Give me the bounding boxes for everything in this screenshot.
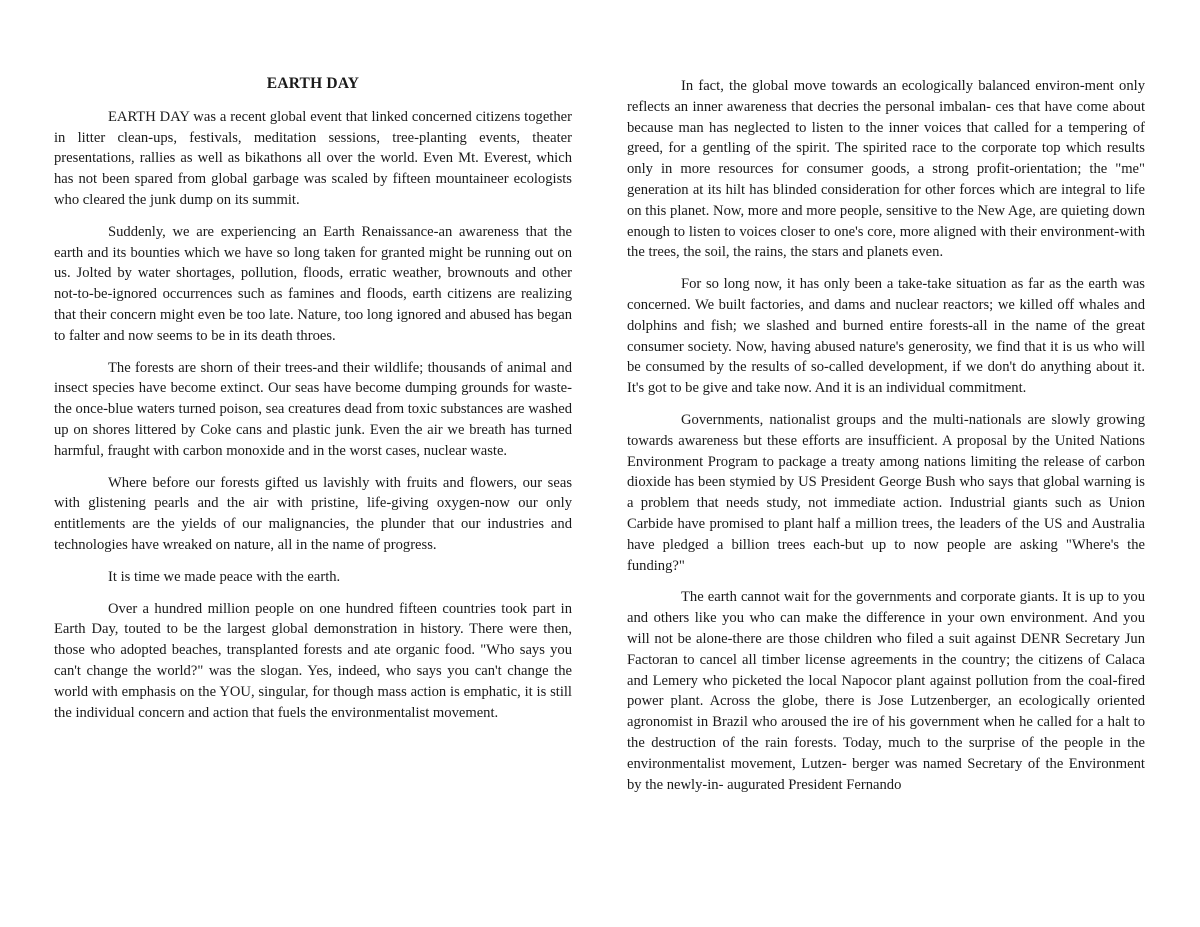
left-column xyxy=(54,74,572,723)
paragraph: The forests are shorn of their trees-and their wildlife; thousands of animal and insect species have become extinct. Our seas have become dumping grounds for waste-the once-blue waters turned poison, sea creatures dead from toxic substances are washed up on shores littered by Coke cans and plastic junk. Even the air we breath has turned harmful, fraught with carbon monoxide and in the worst cases, nuclear waste. xyxy=(54,359,572,459)
paragraph: EARTH DAY was a recent global event that linked concerned citizens together in litter clean-ups, festivals, meditation sessions, tree-planting events, theater presentations, rallies as well as bikathons all over the world. Even Mt. Everest, which has not been spared from global garbage was scaled by fifteen mountaineer ecologists who cleared the junk dump on its summit. xyxy=(54,108,572,208)
paragraph: Suddenly, we are experiencing an Earth Renaissance-an awareness that the earth and its bounties which we have so long taken for granted might be running out on us. Jolted by water shortages, pollution, floods, erratic weather, brownouts and other not-to-be-ignored occurrences such as famines and floods, earth citizens are realizing that their concern might even be too late. Nature, too long ignored and abused has began to falter and now seems to be in its death throes. xyxy=(54,223,572,344)
paragraph: It is time we made peace with the earth. xyxy=(108,568,341,585)
paragraph: Where before our forests gifted us lavishly with fruits and flowers, our seas with glistening pearls and the air with pristine, life-giving oxygen-now our only entitlements are the yields of our malignancies, the plunder that our industries and technologies have wreaked on nature, all in the name of progress. xyxy=(54,474,572,553)
paragraph: For so long now, it has only been a take-take situation as far as the earth was concerned. We built factories, and dams and nuclear reactors; we killed off whales and dolphins and fish; we slashed and burned entire forests-all in the name of the great consumer society. Now, having abused nature's generosity, we find that it is us who will be consumed by the results of so-called development, if we don't do anything about it. It's got to be give and take now. And it is an individual commitment. xyxy=(627,276,1145,397)
article-title: EARTH DAY xyxy=(266,75,360,92)
paragraph: Over a hundred million people on one hundred fifteen countries took part in Earth Day, touted to be the largest global demonstration in history. There were then, those who adopted beaches, transplanted forests and ate organic food. "Who says you can't change the world?" was the slogan. Yes, indeed, who says you can't change the world with emphasis on the YOU, singular, for though mass action is emphatic, it is still the individual concern and action that fuels the environmentalist movement. xyxy=(54,600,572,721)
paragraph: In fact, the global move towards an ecologically balanced environ-ment only reflects an inner awareness that decries the personal imbalan- ces that have come about because man has neglected to listen to the inner voices that called for a tempering of greed, for a gentling of the spirit. The spirited race to the corporate top which results only in more resources for consumer goods, a strong profit-orientation; the "me" generation at its hilt has blinded consideration for other forces which are integral to life on this planet. Now, more and more people, sensitive to the New Age, are quieting down enough to listen to voices closer to one's core, more aligned with their environment-with the trees, the soil, the rains, the stars and planets even. xyxy=(627,78,1145,261)
paragraph: Governments, nationalist groups and the multi-nationals are slowly growing towards awareness but these efforts are insufficient. A proposal by the United Nations Environment Program to package a treaty among nations limiting the release of carbon dioxide has been stymied by US President George Bush who says that global warning is a problem that needs study, not immediate action. Industrial giants such as Union Carbide have promised to plant half a million trees, the leaders of the US and Australia have pledged a billion trees each-but up to now people are asking "Where's the funding?" xyxy=(627,411,1145,574)
paragraph: The earth cannot wait for the governments and corporate giants. It is up to you and others like you who can make the difference in your own environment. And you will not be alone-there are those children who filed a suit against DENR Secretary Jun Factoran to cancel all timber license agreements in the country; the citizens of Calaca and Lemery who picketed the local Napocor plant against pollution from the coal-fired power plant. Across the globe, there is Jose Lutzenberger, an ecologically oriented agronomist in Brazil who aroused the ire of his government when he called for a halt to the destruction of the rain forests. Today, much to the surprise of the people in the environmentalist movement, Lutzen- berger was named Secretary of the Environment by the newly-in- augurated President Fernando xyxy=(627,589,1145,793)
right-column xyxy=(627,76,1145,795)
